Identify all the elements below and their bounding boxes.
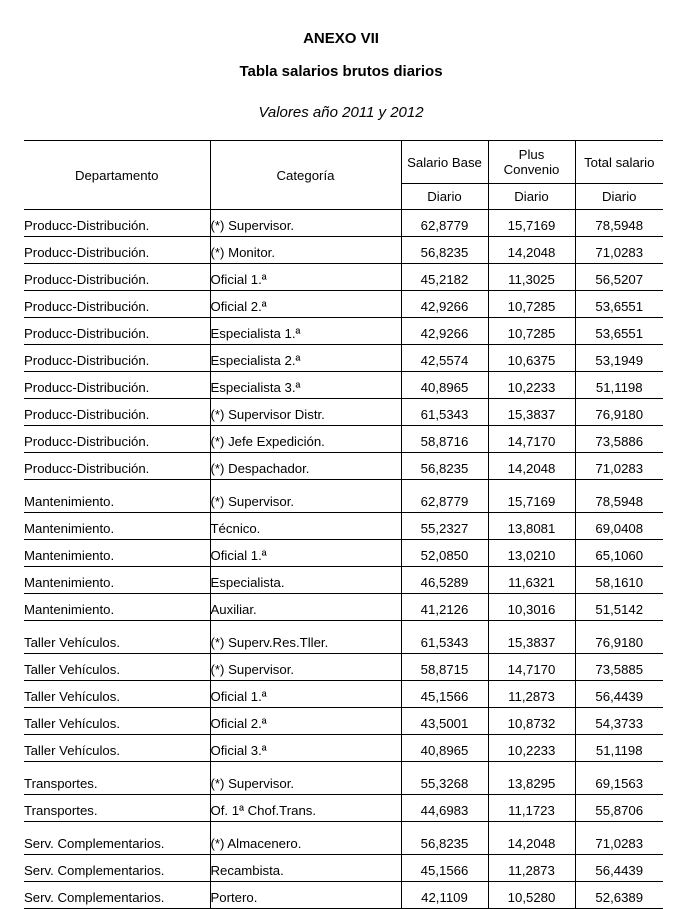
col-subheader-total-daily: Diario: [575, 184, 663, 210]
plus-convenio-cell: 10,6375: [488, 345, 575, 372]
total-salary-cell: 73,5886: [575, 426, 663, 453]
department-cell: Taller Vehículos.: [24, 735, 210, 762]
table-row: [24, 540, 663, 567]
col-header-category: Categoría: [210, 141, 401, 210]
total-salary-cell: 52,6389: [575, 882, 663, 909]
table-row: [24, 426, 663, 453]
plus-convenio-cell: 13,0210: [488, 540, 575, 567]
table-row: [24, 795, 663, 822]
total-salary-cell: 69,1563: [575, 762, 663, 795]
table-row: [24, 345, 663, 372]
total-salary-cell: 71,0283: [575, 822, 663, 855]
category-cell: (*) Supervisor.: [210, 654, 401, 681]
total-salary-cell: 78,5948: [575, 480, 663, 513]
plus-convenio-cell: 15,3837: [488, 621, 575, 654]
category-cell: (*) Jefe Expedición.: [210, 426, 401, 453]
plus-convenio-cell: 14,2048: [488, 822, 575, 855]
total-salary-cell: 53,6551: [575, 318, 663, 345]
base-salary-cell: 56,8235: [401, 237, 488, 264]
category-cell: Especialista 2.ª: [210, 345, 401, 372]
base-salary-cell: 42,1109: [401, 882, 488, 909]
base-salary-cell: 45,1566: [401, 855, 488, 882]
base-salary-cell: 55,2327: [401, 513, 488, 540]
plus-convenio-cell: 14,7170: [488, 426, 575, 453]
department-cell: Serv. Complementarios.: [24, 882, 210, 909]
total-salary-cell: 65,1060: [575, 540, 663, 567]
category-cell: Oficial 1.ª: [210, 264, 401, 291]
plus-convenio-cell: 10,3016: [488, 594, 575, 621]
category-cell: (*) Supervisor.: [210, 762, 401, 795]
total-salary-cell: 76,9180: [575, 399, 663, 426]
category-cell: (*) Despachador.: [210, 453, 401, 480]
base-salary-cell: 40,8965: [401, 372, 488, 399]
plus-convenio-cell: 14,2048: [488, 237, 575, 264]
department-cell: Producc-Distribución.: [24, 453, 210, 480]
table-row: [24, 735, 663, 762]
plus-convenio-cell: 14,7170: [488, 654, 575, 681]
base-salary-cell: 42,9266: [401, 291, 488, 318]
table-row: [24, 264, 663, 291]
base-salary-cell: 42,5574: [401, 345, 488, 372]
total-salary-cell: 53,1949: [575, 345, 663, 372]
department-cell: Producc-Distribución.: [24, 426, 210, 453]
department-cell: Producc-Distribución.: [24, 210, 210, 237]
col-subheader-base-daily: Diario: [401, 184, 488, 210]
table-row: [24, 453, 663, 480]
department-cell: Mantenimiento.: [24, 594, 210, 621]
table-row: [24, 762, 663, 795]
department-cell: Producc-Distribución.: [24, 345, 210, 372]
base-salary-cell: 41,2126: [401, 594, 488, 621]
col-header-department: Departamento: [24, 141, 210, 210]
base-salary-cell: 61,5343: [401, 399, 488, 426]
table-row: [24, 318, 663, 345]
plus-convenio-cell: 11,1723: [488, 795, 575, 822]
table-row: [24, 594, 663, 621]
category-cell: Técnico.: [210, 513, 401, 540]
total-salary-cell: 78,5948: [575, 210, 663, 237]
plus-convenio-cell: 10,8732: [488, 708, 575, 735]
total-salary-cell: 55,8706: [575, 795, 663, 822]
base-salary-cell: 56,8235: [401, 453, 488, 480]
category-cell: Of. 1ª Chof.Trans.: [210, 795, 401, 822]
total-salary-cell: 56,4439: [575, 855, 663, 882]
department-cell: Producc-Distribución.: [24, 291, 210, 318]
total-salary-cell: 51,1198: [575, 735, 663, 762]
table-row: [24, 681, 663, 708]
category-cell: Oficial 2.ª: [210, 291, 401, 318]
total-salary-cell: 53,6551: [575, 291, 663, 318]
total-salary-cell: 71,0283: [575, 237, 663, 264]
col-subheader-plus-daily: Diario: [488, 184, 575, 210]
department-cell: Producc-Distribución.: [24, 318, 210, 345]
department-cell: Producc-Distribución.: [24, 264, 210, 291]
table-title: Tabla salarios brutos diarios: [239, 63, 443, 80]
plus-convenio-cell: 13,8081: [488, 513, 575, 540]
department-cell: Taller Vehículos.: [24, 681, 210, 708]
category-cell: (*) Supervisor Distr.: [210, 399, 401, 426]
plus-convenio-cell: 11,2873: [488, 855, 575, 882]
base-salary-cell: 45,2182: [401, 264, 488, 291]
total-salary-cell: 58,1610: [575, 567, 663, 594]
total-salary-cell: 51,1198: [575, 372, 663, 399]
salary-rows: [24, 210, 663, 909]
base-salary-cell: 58,8716: [401, 426, 488, 453]
plus-convenio-cell: 10,7285: [488, 318, 575, 345]
table-row: [24, 372, 663, 399]
table-row: [24, 654, 663, 681]
category-cell: Especialista 3.ª: [210, 372, 401, 399]
plus-convenio-cell: 15,3837: [488, 399, 575, 426]
category-cell: Oficial 1.ª: [210, 540, 401, 567]
category-cell: Auxiliar.: [210, 594, 401, 621]
base-salary-cell: 58,8715: [401, 654, 488, 681]
total-salary-cell: 76,9180: [575, 621, 663, 654]
table-row: [24, 855, 663, 882]
total-salary-cell: 51,5142: [575, 594, 663, 621]
total-salary-cell: 54,3733: [575, 708, 663, 735]
category-cell: Especialista.: [210, 567, 401, 594]
table-row: [24, 480, 663, 513]
table-row: [24, 621, 663, 654]
plus-convenio-cell: 10,5280: [488, 882, 575, 909]
category-cell: Portero.: [210, 882, 401, 909]
table-row: [24, 237, 663, 264]
years-subtitle: Valores año 2011 y 2012: [258, 104, 424, 121]
table-row: [24, 291, 663, 318]
annex-title: ANEXO VII: [303, 30, 379, 47]
total-salary-cell: 56,5207: [575, 264, 663, 291]
total-salary-cell: 56,4439: [575, 681, 663, 708]
department-cell: Transportes.: [24, 762, 210, 795]
department-cell: Mantenimiento.: [24, 540, 210, 567]
table-row: [24, 882, 663, 909]
department-cell: Producc-Distribución.: [24, 372, 210, 399]
department-cell: Producc-Distribución.: [24, 237, 210, 264]
category-cell: (*) Superv.Res.Tller.: [210, 621, 401, 654]
department-cell: Serv. Complementarios.: [24, 822, 210, 855]
base-salary-cell: 43,5001: [401, 708, 488, 735]
base-salary-cell: 44,6983: [401, 795, 488, 822]
category-cell: (*) Almacenero.: [210, 822, 401, 855]
department-cell: Taller Vehículos.: [24, 621, 210, 654]
base-salary-cell: 52,0850: [401, 540, 488, 567]
plus-convenio-cell: 11,6321: [488, 567, 575, 594]
plus-convenio-cell: 14,2048: [488, 453, 575, 480]
table-row: [24, 399, 663, 426]
total-salary-cell: 69,0408: [575, 513, 663, 540]
category-cell: Oficial 2.ª: [210, 708, 401, 735]
plus-convenio-cell: 10,2233: [488, 372, 575, 399]
category-cell: Oficial 1.ª: [210, 681, 401, 708]
category-cell: (*) Supervisor.: [210, 210, 401, 237]
base-salary-cell: 42,9266: [401, 318, 488, 345]
plus-convenio-cell: 11,2873: [488, 681, 575, 708]
department-cell: Producc-Distribución.: [24, 399, 210, 426]
salary-table: [24, 140, 663, 909]
category-cell: Especialista 1.ª: [210, 318, 401, 345]
plus-convenio-cell: 13,8295: [488, 762, 575, 795]
base-salary-cell: 62,8779: [401, 210, 488, 237]
total-salary-cell: 73,5885: [575, 654, 663, 681]
base-salary-cell: 62,8779: [401, 480, 488, 513]
table-row: [24, 822, 663, 855]
category-cell: (*) Supervisor.: [210, 480, 401, 513]
department-cell: Mantenimiento.: [24, 513, 210, 540]
category-cell: Recambista.: [210, 855, 401, 882]
category-cell: (*) Monitor.: [210, 237, 401, 264]
department-cell: Taller Vehículos.: [24, 708, 210, 735]
base-salary-cell: 56,8235: [401, 822, 488, 855]
col-header-plus: [488, 141, 575, 184]
table-row: [24, 708, 663, 735]
base-salary-cell: 61,5343: [401, 621, 488, 654]
col-header-plus-label: Plus Convenio: [503, 147, 560, 177]
base-salary-cell: 40,8965: [401, 735, 488, 762]
table-row: [24, 210, 663, 237]
plus-convenio-cell: 10,7285: [488, 291, 575, 318]
department-cell: Mantenimiento.: [24, 567, 210, 594]
plus-convenio-cell: 15,7169: [488, 480, 575, 513]
table-row: [24, 567, 663, 594]
plus-convenio-cell: 11,3025: [488, 264, 575, 291]
department-cell: Serv. Complementarios.: [24, 855, 210, 882]
plus-convenio-cell: 10,2233: [488, 735, 575, 762]
department-cell: Taller Vehículos.: [24, 654, 210, 681]
col-header-base-salary: Salario Base: [401, 141, 488, 184]
category-cell: Oficial 3.ª: [210, 735, 401, 762]
department-cell: Transportes.: [24, 795, 210, 822]
table-row: [24, 513, 663, 540]
base-salary-cell: 46,5289: [401, 567, 488, 594]
department-cell: Mantenimiento.: [24, 480, 210, 513]
base-salary-cell: 45,1566: [401, 681, 488, 708]
base-salary-cell: 55,3268: [401, 762, 488, 795]
plus-convenio-cell: 15,7169: [488, 210, 575, 237]
col-header-total-salary: Total salario: [575, 141, 663, 184]
total-salary-cell: 71,0283: [575, 453, 663, 480]
